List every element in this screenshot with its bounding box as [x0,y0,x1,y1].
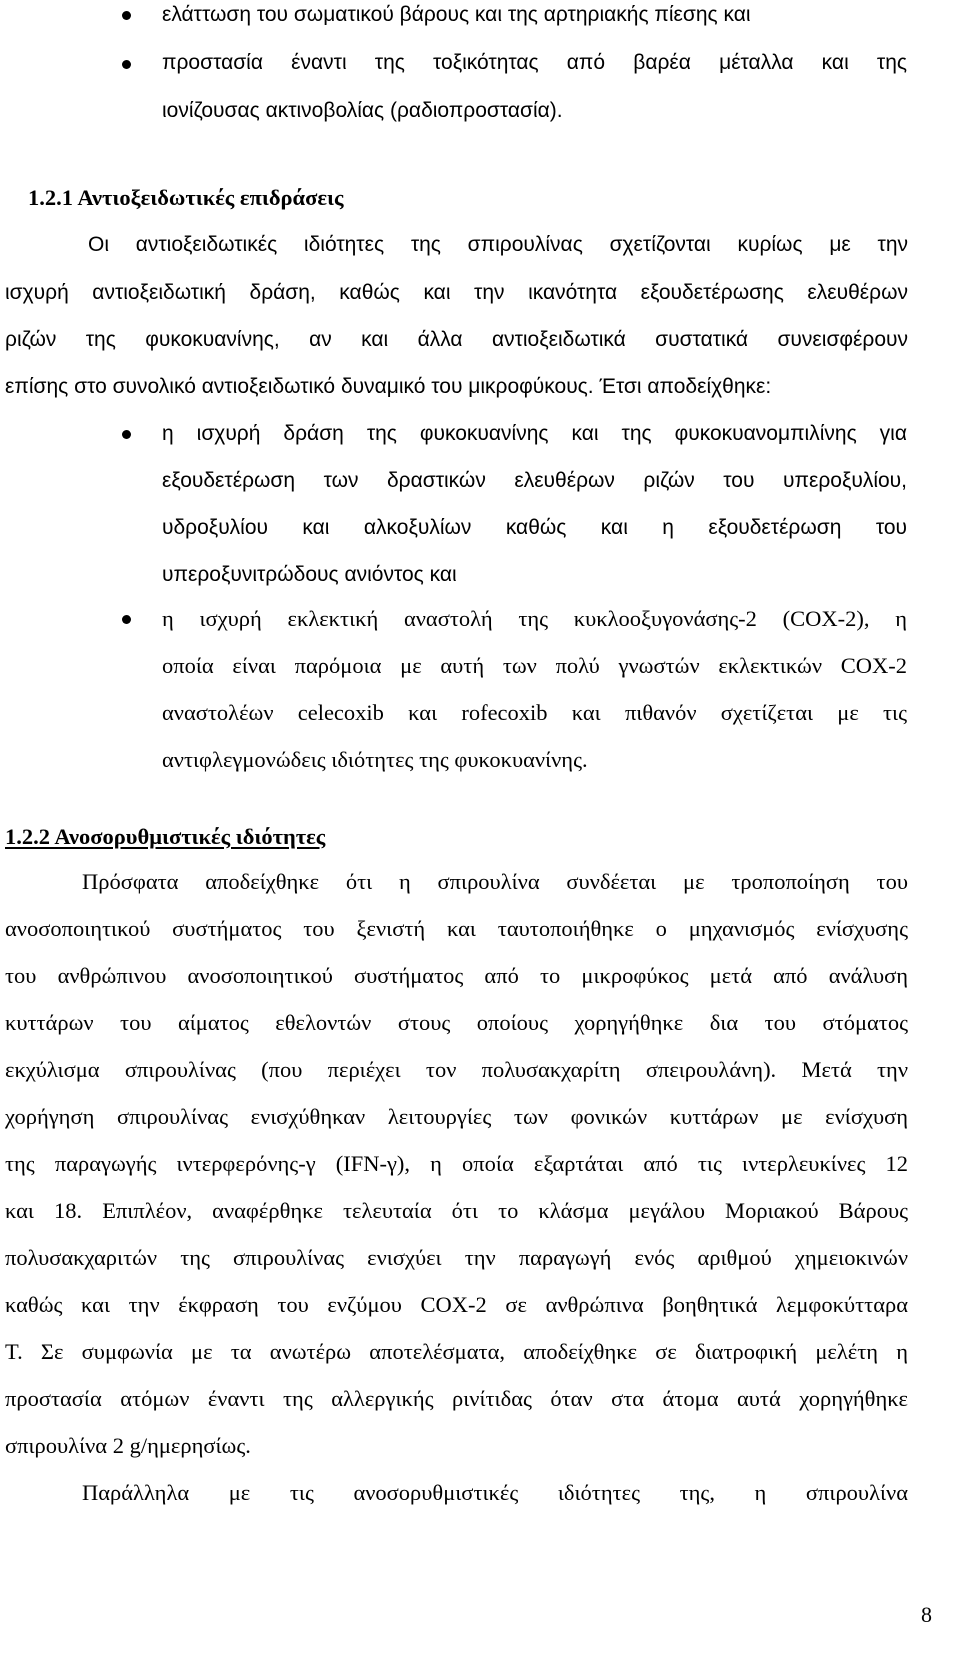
bullet-icon [122,60,131,69]
bullet-text-line: εξουδετέρωση των δραστικών ελευθέρων ριζών του υπεροξυλίου, [162,469,907,492]
paragraph-line: καθώς και την έκφραση του ενζύμου COX-2 σε ανθρώπινα βοηθητικά λεμφοκύτταρα [5,1292,908,1317]
paragraph-line: κυττάρων του αίματος εθελοντών στους οποίους χορηγήθηκε δια του στόματος [5,1010,908,1035]
bullet-text-line: υπεροξυνιτρώδους ανιόντος και [162,563,457,586]
paragraph-line: σπιρουλίνα 2 g/ημερησίως. [5,1433,251,1458]
bullet-text-line: οποία είναι παρόμοια με αυτή των πολύ γνωστών εκλεκτικών COX-2 [162,653,907,678]
bullet-text-line: η ισχυρή εκλεκτική αναστολή της κυκλοοξυγονάσης-2 (COX-2), η [162,606,907,631]
section-heading: 1.2.1 Αντιοξειδωτικές επιδράσεις [28,185,344,210]
bullet-text-line: ιονίζουσας ακτινοβολίας (ραδιοπροστασία). [162,99,563,122]
paragraph-line: του ανθρώπινου ανοσοποιητικού συστήματος από το μικροφύκος μετά από ανάλυση [5,963,908,988]
bullet-icon [122,430,131,439]
paragraph-line: χορήγηση σπιρουλίνας ενισχύθηκαν λειτουργίες των φονικών κυττάρων με ενίσχυση [5,1104,908,1129]
bullet-text-line: ελάττωση του σωματικού βάρους και της αρτηριακής πίεσης και [162,3,751,26]
paragraph-line: εκχύλισμα σπιρουλίνας (που περιέχει τον πολυσακχαρίτη σπειρουλάνη). Μετά την [5,1057,908,1082]
bullet-text-line: προστασία έναντι της τοξικότητας από βαρέα μέταλλα και της [162,51,907,74]
section-heading: 1.2.2 Ανοσορυθμιστικές ιδιότητες [5,824,326,849]
paragraph-line: πολυσακχαριτών της σπιρουλίνας ενισχύει την παραγωγή ενός αριθμού χημειοκινών [5,1245,908,1270]
page-number: 8 [921,1602,932,1627]
paragraph-line: Πρόσφατα αποδείχθηκε ότι η σπιρουλίνα συνδέεται με τροποποίηση του [82,869,908,894]
paragraph-line: Οι αντιοξειδωτικές ιδιότητες της σπιρουλίνας σχετίζονται κυρίως με την [88,233,908,256]
bullet-text-line: αντιφλεγμονώδεις ιδιότητες της φυκοκυανίνης. [162,747,588,772]
bullet-text-line: αναστολέων celecoxib και rofecoxib και πιθανόν σχετίζεται με τις [162,700,907,725]
paragraph-line: της παραγωγής ιντερφερόνης-γ (IFN-γ), η οποία εξαρτάται από τις ιντερλευκίνες 12 [5,1151,908,1176]
bullet-text-line: υδροξυλίου και αλκοξυλίων καθώς και η εξουδετέρωση του [162,516,907,539]
paragraph-line: Παράλληλα με τις ανοσορυθμιστικές ιδιότητες της, η σπιρουλίνα [82,1480,908,1505]
paragraph-line: T. Σε συμφωνία με τα ανωτέρω αποτελέσματα, αποδείχθηκε σε διατροφική μελέτη η [5,1339,908,1364]
paragraph-line: ισχυρή αντιοξειδωτική δράση, καθώς και την ικανότητα εξουδετέρωσης ελευθέρων [5,281,908,304]
paragraph-line: ριζών της φυκοκυανίνης, αν και άλλα αντιοξειδωτικά συστατικά συνεισφέρουν [5,328,908,351]
paragraph-line: προστασία ατόμων έναντι της αλλεργικής ρινίτιδας όταν στα άτομα αυτά χορηγήθηκε [5,1386,908,1411]
paragraph-line: ανοσοποιητικού συστήματος του ξενιστή και ταυτοποιήθηκε ο μηχανισμός ενίσχυσης [5,916,908,941]
paragraph-line: και 18. Επιπλέον, αναφέρθηκε τελευταία ότι το κλάσμα μεγάλου Μοριακού Βάρους [5,1198,908,1223]
paragraph-line: επίσης στο συνολικό αντιοξειδωτικό δυναμικό του μικροφύκους. Έτσι αποδείχθηκε: [5,375,772,398]
bullet-icon [122,615,131,624]
bullet-text-line: η ισχυρή δράση της φυκοκυανίνης και της φυκοκυανομπιλίνης για [162,422,907,445]
bullet-icon [122,11,131,20]
